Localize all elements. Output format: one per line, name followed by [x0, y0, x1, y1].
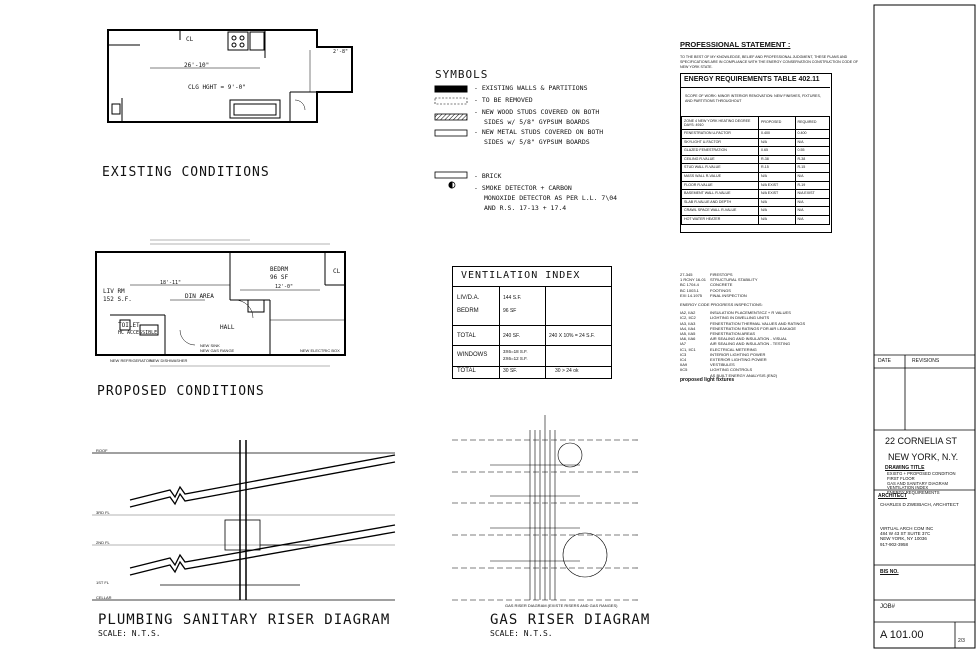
energy-cell: R-38 [795, 155, 830, 164]
energy-cell: N/A [759, 215, 796, 224]
symbol-existing-walls: - EXISTING WALLS & PARTITIONS [474, 84, 588, 92]
tb-address-1: 22 CORNELIA ST [885, 436, 958, 446]
energy-cell: N/A [759, 207, 796, 216]
energy-table [681, 116, 830, 225]
tb-firm [880, 526, 933, 547]
room-hc: HC ACCESSIBLE [118, 330, 158, 336]
tb-drawing-title-label: DRAWING TITLE [885, 465, 925, 471]
table-row [682, 164, 830, 173]
symbol-smoke: - SMOKE DETECTOR + CARBON [474, 184, 572, 192]
tb-drawing-title-line: EXISTG + PROPOSED CONDITION [887, 471, 956, 476]
proposed-conditions-title: PROPOSED CONDITIONS [97, 384, 265, 399]
list-item: IC2, IIC2 LIGHTING IN DWELLING UNITS [680, 315, 770, 321]
room-bedrm: BEDRM [270, 266, 289, 273]
energy-title: ENERGY REQUIREMENTS TABLE 402.11 [684, 76, 820, 83]
energy-cell: FENESTRATION U-FACTOR [682, 130, 759, 139]
vent-value-total: 240 SF. [503, 333, 520, 339]
existing-dim-1: 26'-10" [184, 62, 210, 69]
energy-cell: 0.65 [759, 147, 796, 156]
vent-label-total: TOTAL [457, 333, 476, 339]
energy-scope: SCOPE OF WORK: MINOR INTERIOR RENOVATION: NEW FINISHES, FIXTURES, AND PARTITIONS THROUGHOUT [685, 94, 821, 103]
energy-cell: 0.400 [795, 130, 830, 139]
table-row [682, 207, 830, 216]
energy-cell: CEILING R-VALUE [682, 155, 759, 164]
energy-cell: GLAZED FENESTRATION [682, 147, 759, 156]
note-gas-range: NEW GAS RANGE [200, 348, 235, 353]
tb-date-label: DATE [878, 358, 891, 364]
gas-scale: SCALE: N.T.S. [490, 629, 553, 638]
existing-closet-label: CL [186, 36, 194, 43]
list-item: IA5, IIA5 FENESTRATION AREAS [680, 331, 756, 337]
room-bedrm-area: 96 SF [270, 274, 289, 281]
energy-cell: N/A [795, 172, 830, 181]
energy-cell: STUD WALL R-VALUE [682, 164, 759, 173]
list-item: BC 1704.4 CONCRETE [680, 282, 733, 288]
gas-title: GAS RISER DIAGRAM [490, 612, 651, 628]
energy-cell: HOT WATER HEATER [682, 215, 759, 224]
list-item: IC1, IIC1 ELECTRICAL METERING [680, 346, 757, 352]
tb-page: 2/3 [958, 638, 965, 644]
note-electric: NEW ELECTRIC BOX [300, 348, 340, 353]
vent-value-windows-1: 3X6=18 S.F. [503, 349, 528, 354]
list-item: 27-345 FIRESTOPS [680, 272, 733, 277]
list-item: IIC5 LIGHTING CONTROLS [680, 367, 753, 373]
existing-dim-2: 2'-8" [333, 49, 349, 55]
professional-statement-body: TO THE BEST OF MY KNOWLEDGE, BELIEF AND PROFESSIONAL JUDGMENT, THESE PLANS AND SPECIFICATIONS ARE IN COMPLIANCE WITH THE ENERGY CONSERVATION CONSTRUCTION CODE OF NEW YORK STATE. [680, 55, 859, 69]
note-sink: NEW SINK [200, 343, 220, 348]
energy-cell: CRAWL SPACE WALL R-VALUE [682, 207, 759, 216]
vent-label-liv: LIV/D.A. [457, 295, 480, 301]
tb-drawing-title-line: ENERGY REQUIREMENTS [887, 490, 940, 496]
tb-address-2: NEW YORK, N.Y. [888, 452, 959, 462]
plumb-level-roof: ROOF [96, 448, 108, 453]
symbol-new-metal-2: SIDES w/ 5/8" GYPSUM BOARDS [484, 138, 590, 146]
vent-calc: 240 X 10% = 24 S.F. [549, 333, 595, 339]
list-item: IA7 AIR SEALING AND INSULATION - TESTING [680, 341, 791, 347]
proposed-dim-1: 18'-11" [160, 280, 182, 286]
energy-cell: MASS WALL R-VALUE [682, 172, 759, 181]
inspections-footer: proposed light fixtures [680, 376, 735, 383]
room-toilet: TOILET [118, 322, 140, 329]
list-item: IC4 EXTERIOR LIGHTING POWER [680, 357, 767, 363]
energy-cell: N/A [759, 198, 796, 207]
vent-value-liv: 144 S.F. [503, 295, 522, 301]
list-item: IC3 INTERIOR LIGHTING POWER [680, 351, 766, 357]
tb-firm-line: 917-902-3958 [880, 541, 909, 547]
vent-value-total-2: 30 SF. [503, 368, 518, 374]
ventilation-title: VENTILATION INDEX [461, 270, 581, 281]
symbol-smoke-3: AND R.S. 17-13 + 17.4 [484, 204, 567, 212]
tb-drawing-title-line: GAS AND SANITARY DIAGRAM [887, 480, 948, 486]
note-dishwasher: NEW DISHWASHER [150, 358, 188, 363]
table-row [682, 130, 830, 139]
tb-job-label: JOB# [880, 604, 896, 610]
table-row [682, 147, 830, 156]
note-refrigerator: NEW REFRIGERATOR [110, 358, 152, 363]
tb-architect-name: CHARLES D ZWEIBACH, ARCHITECT [880, 502, 959, 507]
room-liv: LIV RM [103, 288, 125, 295]
vent-value-bedrm: 96 SF [503, 308, 517, 314]
energy-header-proposed: PROPOSED [759, 117, 796, 130]
list-item: IA2, IIA2 INSULATION PLACEMENT/ICZ + R VALUES [680, 310, 791, 316]
symbols-list [474, 84, 624, 194]
energy-cell: N/A [795, 207, 830, 216]
tb-architect-label: ARCHITECT [878, 493, 907, 499]
list-item: 1 RCNY 16-01 STRUCTURAL STABILITY [680, 277, 758, 283]
energy-cell: SLAB R-VALUE AND DEPTH [682, 198, 759, 207]
table-row [682, 190, 830, 199]
energy-cell: 0.55 [795, 147, 830, 156]
table-row [682, 138, 830, 147]
symbols-legend-graphics [435, 86, 467, 188]
energy-cell: R-15 [759, 164, 796, 173]
ventilation-index-box [452, 266, 612, 379]
vent-label-bedrm: BEDRM [457, 308, 479, 314]
table-row [682, 215, 830, 224]
plumb-level-3: 3RD FL [96, 510, 110, 515]
vent-label-total-2: TOTAL [457, 368, 476, 374]
plumb-level-cellar: CELLAR [96, 595, 112, 600]
room-din: DIN AREA [185, 293, 214, 300]
tb-drawing-title-line: VENTILATION INDEX [887, 485, 929, 491]
energy-cell: N/A [759, 172, 796, 181]
symbol-smoke-2: MONOXIDE DETECTOR AS PER L.L. 7\04 [484, 194, 618, 202]
table-row [682, 172, 830, 181]
tb-firm-line: VIRTUAL ARCH COM INC [880, 526, 934, 531]
list-item: BC 1003.1 FOOTINGS [680, 287, 731, 293]
plumbing-title: PLUMBING SANITARY RISER DIAGRAM [98, 612, 391, 628]
plumb-level-2: 2ND FL [96, 540, 110, 545]
symbol-new-metal: - NEW METAL STUDS COVERED ON BOTH [474, 128, 604, 136]
list-item: IA3, IIA3 FENESTRATION THERMAL VALUES AND RATINGS [680, 320, 806, 326]
energy-cell: BASEMENT WALL R-VALUE [682, 190, 759, 199]
energy-cell: R-19 [795, 181, 830, 190]
symbol-new-wood-2: SIDES w/ 5/8" GYPSUM BOARDS [484, 118, 590, 126]
tb-sheet-number: A 101.00 [880, 629, 924, 641]
energy-cell: SKYLIGHT U-FACTOR [682, 138, 759, 147]
list-item: EXI 14.1975 FINAL INSPECTION [680, 292, 747, 298]
list-item: IA6, IIA6 AIR SEALING AND INSULATION - VISUAL [680, 336, 788, 342]
energy-header-required: REQUIRED [795, 117, 830, 130]
list-item: IA4, IIA4 FENESTRATION RATINGS FOR AIR LEAKAGE [680, 325, 797, 331]
existing-room-label: CLG HGHT = 9'-0" [188, 84, 246, 91]
professional-statement-title: PROFESSIONAL STATEMENT : [680, 40, 791, 49]
table-row [682, 155, 830, 164]
room-liv-area: 152 S.F. [103, 296, 132, 303]
energy-cell: N/A [795, 198, 830, 207]
energy-cell: N/A [795, 138, 830, 147]
symbols-title: SYMBOLS [435, 68, 489, 81]
vent-label-windows: WINDOWS [457, 352, 488, 358]
energy-header-row [682, 117, 830, 130]
energy-cell: N/A [759, 138, 796, 147]
symbol-new-wood: - NEW WOOD STUDS COVERED ON BOTH [474, 108, 600, 116]
gas-riser-diagram [452, 415, 640, 600]
room-cl: CL [333, 268, 341, 275]
list-item: AS BUILT ENERGY ANALYSIS (EN2) [710, 372, 778, 378]
vent-check: 30 > 24 ok [555, 368, 579, 374]
proposed-dim-2: 12'-0" [275, 284, 294, 290]
energy-cell: R-38 [759, 155, 796, 164]
existing-conditions-title: EXISTING CONDITIONS [102, 165, 270, 180]
tb-firm-line: 484 W 43 ST SUITE 37C [880, 531, 931, 537]
plumbing-riser-diagram [92, 440, 395, 600]
energy-cell: FLOOR R-VALUE [682, 181, 759, 190]
plumbing-scale: SCALE: N.T.S. [98, 629, 161, 638]
list-item: IIA9 VESTIBULES [680, 362, 735, 368]
inspections-block [680, 272, 865, 383]
tb-drawing-title-line: FIRST FLOOR [887, 475, 915, 481]
energy-cell: 0.400 [759, 130, 796, 139]
energy-cell: N/A [795, 215, 830, 224]
energy-cell: R-15 [795, 164, 830, 173]
energy-cell: N/A EXIST [759, 181, 796, 190]
energy-requirements-box [680, 73, 832, 233]
gas-caption: GAS RISER DIAGRAM (EXISTE RISERS AND GAS RANGES) [505, 603, 618, 608]
table-row [682, 198, 830, 207]
existing-plan [108, 30, 352, 122]
inspections-heading: ENERGY CODE PROGRESS INSPECTIONS: [680, 302, 763, 308]
room-hall: HALL [220, 324, 235, 331]
vent-value-windows-2: 2X6=12 S.F. [503, 356, 528, 361]
tb-revisions-label: REVISIONS [912, 358, 940, 364]
tb-firm-line: NEW YORK, NY 10036 [880, 536, 927, 542]
energy-cell: N/A EXIST [759, 190, 796, 199]
tb-bis-label: BIS NO. [880, 569, 899, 575]
symbol-brick: - BRICK [474, 172, 502, 180]
table-row [682, 181, 830, 190]
energy-cell: N/A EXIST [795, 190, 830, 199]
plumb-level-1: 1ST FL [96, 580, 110, 585]
symbol-to-be-removed: - TO BE REMOVED [474, 96, 533, 104]
energy-header-zone: ZONE 4 NEW YORK HEATING DEGREE DAYS: 4910 [682, 117, 759, 130]
